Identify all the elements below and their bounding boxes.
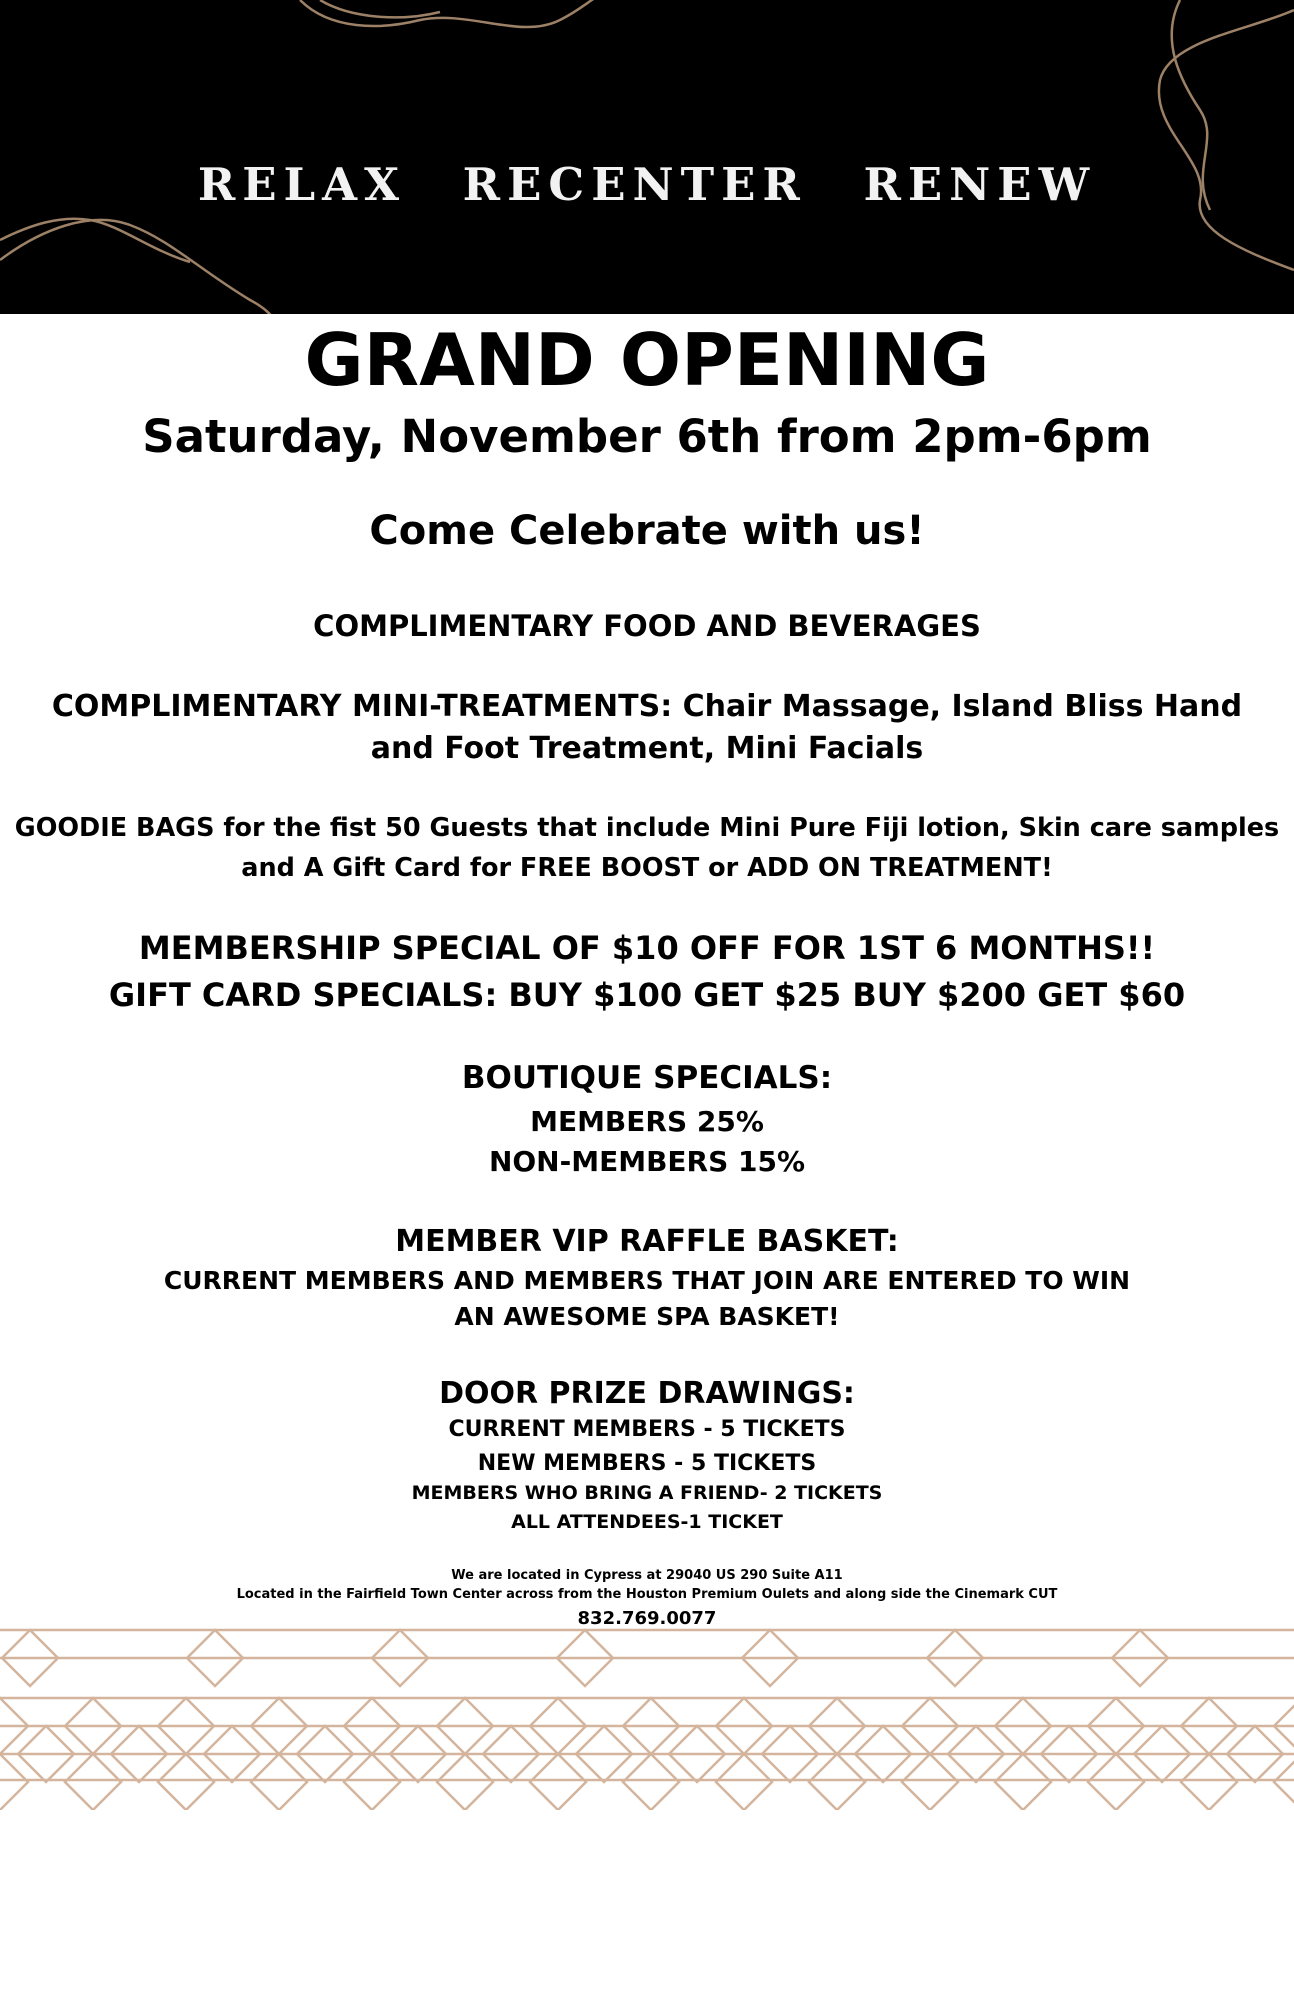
event-invite: Come Celebrate with us! [369,508,925,554]
offer-membership: MEMBERSHIP SPECIAL OF $10 OFF FOR 1ST 6 MONTHS!! [138,929,1156,967]
boutique-non-members: NON-MEMBERS 15% [488,1145,806,1178]
door-prize-heading: DOOR PRIZE DRAWINGS: [439,1376,855,1411]
header-banner [0,0,1294,314]
gold-swirl-decoration [0,0,1294,314]
offer-food: COMPLIMENTARY FOOD AND BEVERAGES [313,609,981,643]
offer-mini-treatments-line1: COMPLIMENTARY MINI-TREATMENTS: Chair Massage, Island Bliss Hand [51,689,1243,724]
location-phone: 832.769.0077 [577,1608,717,1629]
door-prize-item: ALL ATTENDEES-1 TICKET [511,1511,783,1533]
boutique-members: MEMBERS 25% [530,1105,764,1138]
tagline: RELAX RECENTER RENEW [197,158,1097,211]
offer-goodie-line1: GOODIE BAGS for the fist 50 Guests that include Mini Pure Fiji lotion, Skin care samples [14,813,1280,843]
door-prize-item: NEW MEMBERS - 5 TICKETS [477,1451,817,1476]
event-datetime: Saturday, November 6th from 2pm-6pm [142,410,1152,463]
raffle-line1: CURRENT MEMBERS AND MEMBERS THAT JOIN ARE ENTERED TO WIN [163,1266,1131,1295]
boutique-heading: BOUTIQUE SPECIALS: [461,1060,833,1096]
offer-gift-card: GIFT CARD SPECIALS: BUY $100 GET $25 BUY $200 GET $60 [108,976,1186,1014]
offer-goodie-line2: and A Gift Card for FREE BOOST or ADD ON TREATMENT! [241,853,1053,883]
event-title: GRAND OPENING [304,318,990,402]
door-prize-item: CURRENT MEMBERS - 5 TICKETS [448,1417,846,1442]
door-prize-item: MEMBERS WHO BRING A FRIEND- 2 TICKETS [411,1482,883,1504]
raffle-line2: AN AWESOME SPA BASKET! [454,1302,840,1331]
offer-mini-treatments-line2: and Foot Treatment, Mini Facials [370,731,924,766]
geometric-pattern-decoration [0,1628,1294,1810]
location-address: We are located in Cypress at 29040 US 290 Suite A11 [451,1568,843,1583]
location-directions: Located in the Fairfield Town Center across from the Houston Premium Oulets and along side the Cinemark CUT [236,1587,1058,1602]
raffle-heading: MEMBER VIP RAFFLE BASKET: [395,1224,899,1259]
